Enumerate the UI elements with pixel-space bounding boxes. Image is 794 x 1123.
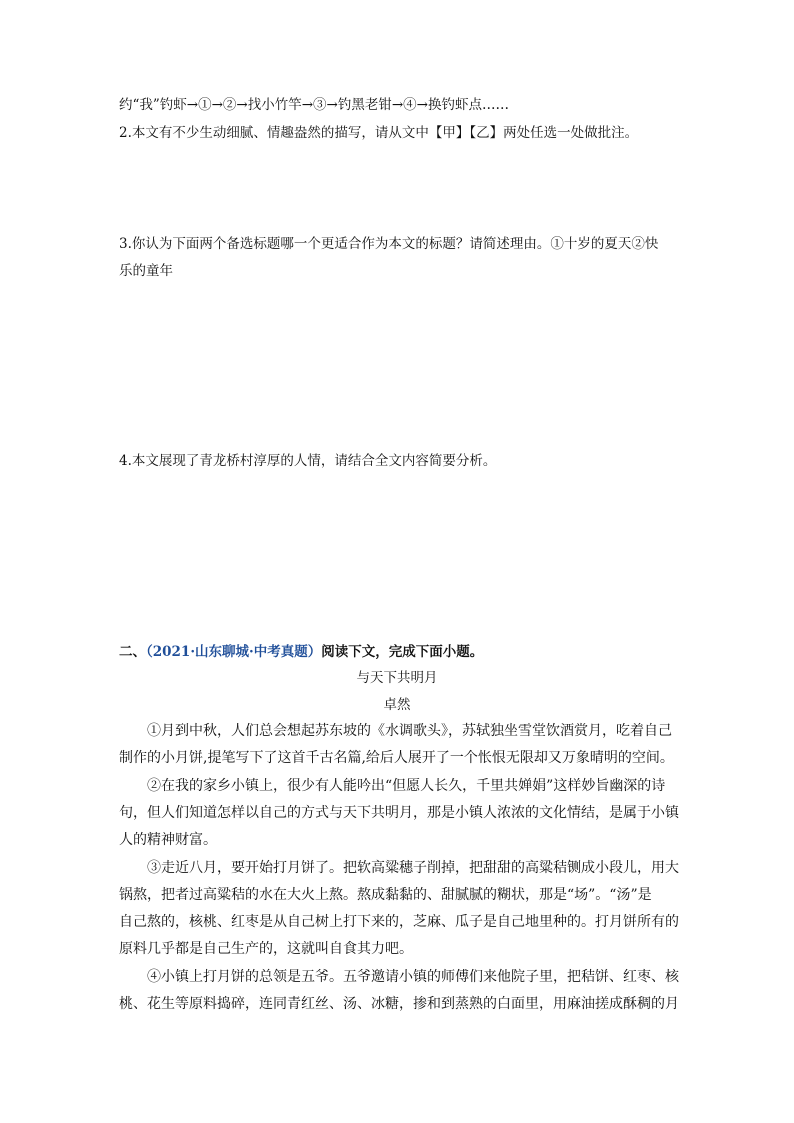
section-2-prefix: 二、 xyxy=(119,644,146,660)
section-2-heading xyxy=(119,640,483,660)
article-title: 与天下共明月 xyxy=(356,670,438,686)
article-author: 卓然 xyxy=(383,697,411,713)
paragraph-2-line-3: 人的精神财富。 xyxy=(119,832,217,848)
paragraph-3-line-1: ③走近八月，要开始打月饼了。把软高粱穗子削掉，把甜甜的高粱秸铡成小段儿，用大 xyxy=(147,860,679,876)
question-3-line-1: 3.你认为下面两个备选标题哪一个更适合作为本文的标题？请简述理由。①十岁的夏天②快 xyxy=(119,236,659,252)
paragraph-1-line-2: 制作的小月饼,提笔写下了这首千古名篇,给后人展开了一个怅恨无限却又万象晴明的空间。 xyxy=(119,750,674,766)
paragraph-2-line-2: 句，但人们知道怎样以自己的方式与天下共明月，那是小镇人浓浓的文化情结，是属于小镇 xyxy=(119,805,679,821)
section-2-source: （2021·山东聊城·中考真题） xyxy=(146,644,322,660)
paragraph-1-line-1: ①月到中秋，人们总会想起苏东坡的《水调歌头》，苏轼独坐雪堂饮酒赏月，吃着自己 xyxy=(147,723,672,739)
paragraph-3-line-3: 自己熬的，核桃、红枣是从自己树上打下来的，芝麻、瓜子是自己地里种的。打月饼所有的 xyxy=(119,914,679,930)
question-3-line-2: 乐的童年 xyxy=(119,263,173,279)
paragraph-4-line-1: ④小镇上打月饼的总领是五爷。五爷邀请小镇的师傅们来他院子里，把秸饼、红枣、核 xyxy=(147,969,679,985)
question-4: 4.本文展现了青龙桥村淳厚的人情，请结合全文内容简要分析。 xyxy=(119,453,497,469)
paragraph-4-line-2: 桃、花生等原料捣碎，连同青红丝、汤、冰糖，掺和到蒸熟的白面里，用麻油搓成酥稠的月 xyxy=(119,996,679,1012)
paragraph-3-line-2: 锅熬，把者过高粱秸的水在大火上熬。熬成黏黏的、甜腻腻的糊状，那是“场”。“汤”是 xyxy=(119,887,652,903)
section-2-instruction: 阅读下文，完成下面小题。 xyxy=(321,644,484,660)
question-2: 2.本文有不少生动细腻、情趣盎然的描写，请从文中【甲】【乙】两处任选一处做批注。 xyxy=(119,125,639,141)
paragraph-2-line-1: ②在我的家乡小镇上，很少有人能吟出“但愿人长久，千里共婵娟”这样妙旨幽深的诗 xyxy=(147,778,666,794)
paragraph-3-line-4: 原料几乎都是自己生产的，这就叫自食其力吧。 xyxy=(119,941,413,957)
question-1-tail: 约“我”钓虾→①→②→找小竹竿→③→钓黑老钳→④→换钓虾点…… xyxy=(119,97,509,113)
